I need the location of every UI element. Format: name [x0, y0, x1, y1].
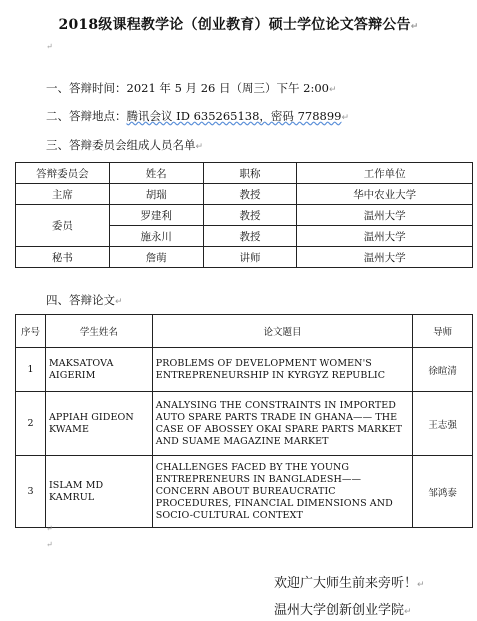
defense-time	[46, 80, 337, 96]
header-cell: 答辩委员会	[16, 163, 110, 184]
number-cell: 2	[16, 392, 46, 456]
table-row	[16, 348, 473, 392]
paragraph-mark-icon: ↵	[46, 524, 53, 533]
header-cell: 姓名	[109, 163, 203, 184]
paragraph-mark-icon: ↵	[341, 113, 350, 123]
number-cell: 3	[16, 456, 46, 528]
paragraph-mark-icon: ↵	[328, 85, 337, 95]
student-cell: APPIAH GIDEON KWAME	[45, 392, 152, 456]
committee-heading	[46, 137, 203, 153]
title-cell: 讲师	[203, 247, 297, 268]
unit-cell: 温州大学	[297, 226, 473, 247]
student-cell: ISLAM MD KAMRUL	[45, 456, 152, 528]
student-cell: MAKSATOVA AIGERIM	[45, 348, 152, 392]
header-cell: 工作单位	[297, 163, 473, 184]
table-row	[16, 205, 473, 226]
name-cell: 詹萌	[109, 247, 203, 268]
topic-cell: CHALLENGES FACED BY THE YOUNG ENTREPRENEURS IN BANGLADESH—— CONCERN ABOUT BUREAUCRATIC PROCEDURES, FINANCIAL DIMENSIONS AND SOCIO-CULTURAL CONTEXT	[152, 456, 412, 528]
advisor-cell: 王志强	[413, 392, 473, 456]
paragraph-mark-icon: ↵	[417, 580, 425, 590]
table-header-row	[16, 163, 473, 184]
header-cell: 职称	[203, 163, 297, 184]
committee-heading-text: 三、答辩委员会组成人员名单	[46, 138, 196, 152]
role-cell: 主席	[16, 184, 110, 205]
table-row	[16, 247, 473, 268]
advisor-cell: 徐暄清	[413, 348, 473, 392]
unit-cell: 温州大学	[297, 247, 473, 268]
paragraph-mark-icon: ↵	[404, 607, 412, 617]
thesis-heading-text: 四、答辩论文	[46, 293, 115, 307]
thesis-heading	[46, 292, 123, 308]
paragraph-mark-icon: ↵	[195, 142, 204, 152]
paragraph-mark-icon: ↵	[46, 42, 53, 51]
title-cell: 教授	[203, 205, 297, 226]
paragraph-mark-icon: ↵	[410, 22, 419, 32]
unit-cell: 华中农业大学	[297, 184, 473, 205]
table-row	[16, 184, 473, 205]
table-header-row	[16, 315, 473, 348]
unit-cell: 温州大学	[297, 205, 473, 226]
thesis-table	[15, 314, 473, 528]
welcome-message	[274, 572, 425, 591]
defense-time-text: 一、答辩时间：2021 年 5 月 26 日（周三）下午 2:00	[46, 81, 329, 95]
name-cell: 施永川	[109, 226, 203, 247]
name-cell: 胡瑞	[109, 184, 203, 205]
organization-text: 温州大学创新创业学院	[274, 603, 405, 618]
advisor-cell: 邹鸿泰	[413, 456, 473, 528]
name-cell: 罗建利	[109, 205, 203, 226]
defense-place-label: 二、答辩地点：	[46, 109, 127, 123]
title-cell: 教授	[203, 226, 297, 247]
title-cell: 教授	[203, 184, 297, 205]
table-row	[16, 392, 473, 456]
topic-cell: ANALYSING THE CONSTRAINTS IN IMPORTED AUTO SPARE PARTS TRADE IN GHANA—— THE CASE OF ABOSSEY OKAI SPARE PARTS MARKET AND SUAME MAGAZINE MARKET	[152, 392, 412, 456]
welcome-text: 欢迎广大师生前来旁听！	[274, 576, 418, 591]
number-cell: 1	[16, 348, 46, 392]
header-cell: 导师	[413, 315, 473, 348]
topic-cell: PROBLEMS OF DEVELOPMENT WOMEN'S ENTREPRENEURSHIP IN KYRGYZ REPUBLIC	[152, 348, 412, 392]
paragraph-mark-icon: ↵	[46, 540, 53, 549]
page-title	[0, 14, 477, 34]
role-cell: 秘书	[16, 247, 110, 268]
header-cell: 序号	[16, 315, 46, 348]
organization-signature	[274, 599, 412, 618]
defense-place	[46, 108, 349, 124]
header-cell: 学生姓名	[45, 315, 152, 348]
committee-table	[15, 162, 473, 268]
header-cell: 论文题目	[152, 315, 412, 348]
role-cell: 委员	[16, 205, 110, 247]
table-row	[16, 456, 473, 528]
title-text: 2018级课程教学论（创业教育）硕士学位论文答辩公告	[58, 17, 411, 33]
paragraph-mark-icon: ↵	[115, 297, 123, 307]
defense-place-detail: 腾讯会议 ID 635265138，密码 778899	[126, 109, 342, 123]
